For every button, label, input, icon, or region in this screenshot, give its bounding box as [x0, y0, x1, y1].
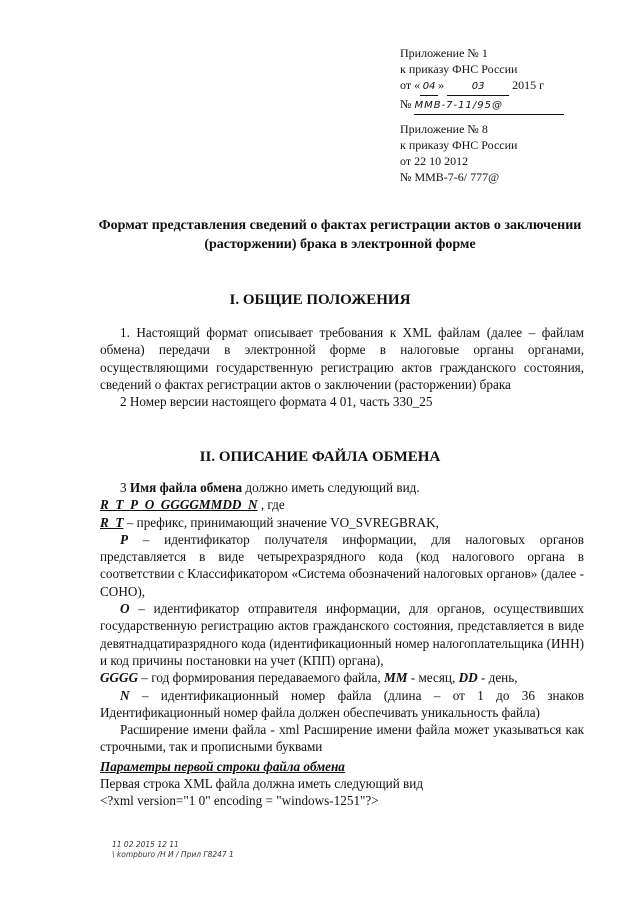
- definition-o: O – идентификатор отправителя информации, для органов, осуществивших государственную регистрацию актов гражданского состояния, представляется в виде девятнадцатиразрядного кода (идентификационный номер налогоплательщика (ИНН) и код причины постановки на учет (КПП) органа),: [100, 601, 584, 668]
- file-name-pattern: R_T_P_O_GGGGMMDD_N , где: [100, 497, 285, 513]
- appendix-1-date: от « 04 » 03 2015 г: [400, 77, 564, 96]
- section-1-heading: I. ОБЩИЕ ПОЛОЖЕНИЯ: [229, 292, 411, 308]
- definition-n: N – идентификационный номер файла (длина – от 1 до 36 знаков Идентификационный номер файла должен обеспечивать уникальность файла): [100, 687, 584, 720]
- definition-rt: R_T – префикс, принимающий значение VO_SVREGBRAK,: [100, 514, 439, 530]
- appendix-8-stamp: [400, 121, 517, 185]
- definition-p: P – идентификатор получателя информации, для налоговых органов представляется в виде четырехразрядного кода (код налогового органа в соответствии с Классификатором «Система обозначений налоговых органов» (далее - СОНО),: [100, 531, 584, 599]
- paragraph-1: 1. Настоящий формат описывает требования к XML файлам (далее – файлам обмена) передачи в электронной форме в налоговые органы органами, осуществляющими государственную регистрацию актов гражданского состояния, сведений о фактах регистрации актов о заключении (расторжении) брака: [100, 325, 584, 392]
- paragraph-3: 3 Имя файла обмена должно иметь следующий вид.: [120, 480, 420, 495]
- document-title: Формат представления сведений о фактах регистрации актов о заключении (расторжении) брака в электронной форме: [98, 218, 582, 252]
- section-1-body: [100, 324, 584, 410]
- page-footer: [112, 840, 234, 860]
- appendix-1-title: Приложение № 1: [400, 46, 488, 60]
- appendix-8-number: № ММВ-7-6/ 777@: [400, 170, 500, 184]
- section-2-body: [100, 479, 584, 810]
- handwritten-number: ММВ-7-11/95@: [414, 98, 564, 115]
- paragraph-2: 2 Номер версии настоящего формата 4 01, часть 330_25: [120, 394, 433, 410]
- footer-file-path: \ kompburo /Н И / Прил Г8247 1: [112, 850, 234, 859]
- extension-paragraph: Расширение имени файла - xml Расширение имени файла может указываться как строчными, так и прописными буквами: [100, 722, 584, 755]
- appendix-1-number: № ММВ-7-11/95@: [400, 96, 564, 115]
- appendix-1-stamp: [400, 45, 564, 115]
- handwritten-day: 04: [420, 79, 438, 96]
- handwritten-month: 03: [447, 79, 509, 96]
- appendix-8-date: от 22 10 2012: [400, 154, 469, 168]
- appendix-8-title: Приложение № 8: [400, 122, 488, 136]
- section-2-heading: II. ОПИСАНИЕ ФАЙЛА ОБМЕНА: [199, 449, 441, 465]
- footer-timestamp: 11 02 2015 12 11: [112, 840, 179, 849]
- first-line-params-heading: Параметры первой строки файла обмена: [100, 758, 345, 774]
- first-line-paragraph: Первая строка XML файла должна иметь следующий вид: [100, 776, 424, 792]
- appendix-8-order: к приказу ФНС России: [400, 138, 518, 152]
- appendix-1-order: к приказу ФНС России: [400, 62, 518, 76]
- xml-declaration: <?xml version="1 0" encoding = "windows-1251"?>: [100, 793, 379, 809]
- definition-date-parts: GGGG – год формирования передаваемого файла, MM - месяц, DD - день,: [100, 670, 518, 686]
- file-name-term: Имя файла обмена: [129, 480, 243, 495]
